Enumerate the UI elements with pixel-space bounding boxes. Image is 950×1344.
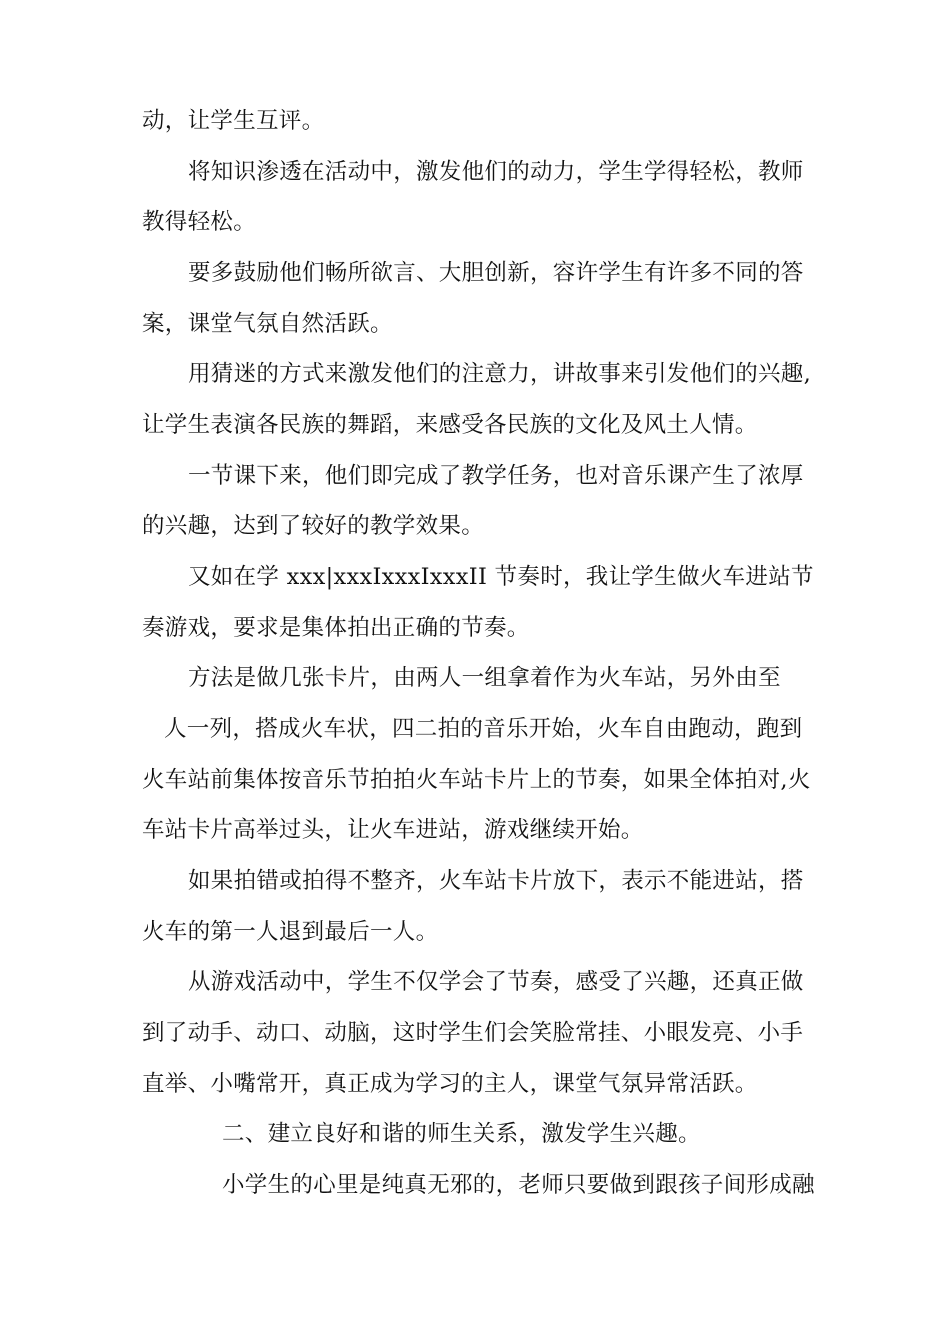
text-line: 如果拍错或拍得不整齐，火车站卡片放下，表示不能进站，搭 <box>188 868 804 894</box>
text-line: 火车站前集体按音乐节拍拍火车站卡片上的节奏，如果全体拍对,火 <box>142 767 811 793</box>
text-line: 案，课堂气氛自然活跃。 <box>142 311 393 337</box>
text-line: 人一列，搭成火车状，四二拍的音乐开始，火车自由跑动，跑到 <box>164 716 803 742</box>
text-line: 要多鼓励他们畅所欲言、大胆创新，容许学生有许多不同的答 <box>188 260 804 286</box>
text-line: 方法是做几张卡片，由两人一组拿着作为火车站，另外由至 <box>188 665 781 691</box>
text-line: 直举、小嘴常开，真正成为学习的主人，课堂气氛异常活跃。 <box>142 1071 758 1097</box>
text-line: 从游戏活动中，学生不仅学会了节奏，感受了兴趣，还真正做 <box>188 969 804 995</box>
text-line: 用猜迷的方式来激发他们的注意力，讲故事来引发他们的兴趣, <box>188 361 812 387</box>
text-line: 动，让学生互评。 <box>142 108 325 134</box>
text-line: 火车的第一人退到最后一人。 <box>142 919 439 945</box>
text-line: 小学生的心里是纯真无邪的，老师只要做到跟孩子间形成融 <box>222 1172 815 1198</box>
text-line: 教得轻松。 <box>142 209 257 235</box>
text-line: 让学生表演各民族的舞蹈，来感受各民族的文化及风土人情。 <box>142 412 758 438</box>
text-line: 又如在学 xxx|xxxIxxxIxxxII 节奏时，我让学生做火车进站节 <box>188 564 814 590</box>
text-line: 到了动手、动口、动脑，这时学生们会笑脸常挂、小眼发亮、小手 <box>142 1020 804 1046</box>
text-line: 的兴趣，达到了较好的教学效果。 <box>142 513 485 539</box>
text-line: 奏游戏，要求是集体拍出正确的节奏。 <box>142 615 530 641</box>
text-line: 车站卡片高举过头，让火车进站，游戏继续开始。 <box>142 817 644 843</box>
text-line: 一节课下来，他们即完成了教学任务，也对音乐课产生了浓厚 <box>188 463 804 489</box>
section-heading: 二、建立良好和谐的师生关系，激发学生兴趣。 <box>222 1121 701 1147</box>
text-line: 将知识渗透在活动中，激发他们的动力，学生学得轻松，教师 <box>188 159 804 185</box>
